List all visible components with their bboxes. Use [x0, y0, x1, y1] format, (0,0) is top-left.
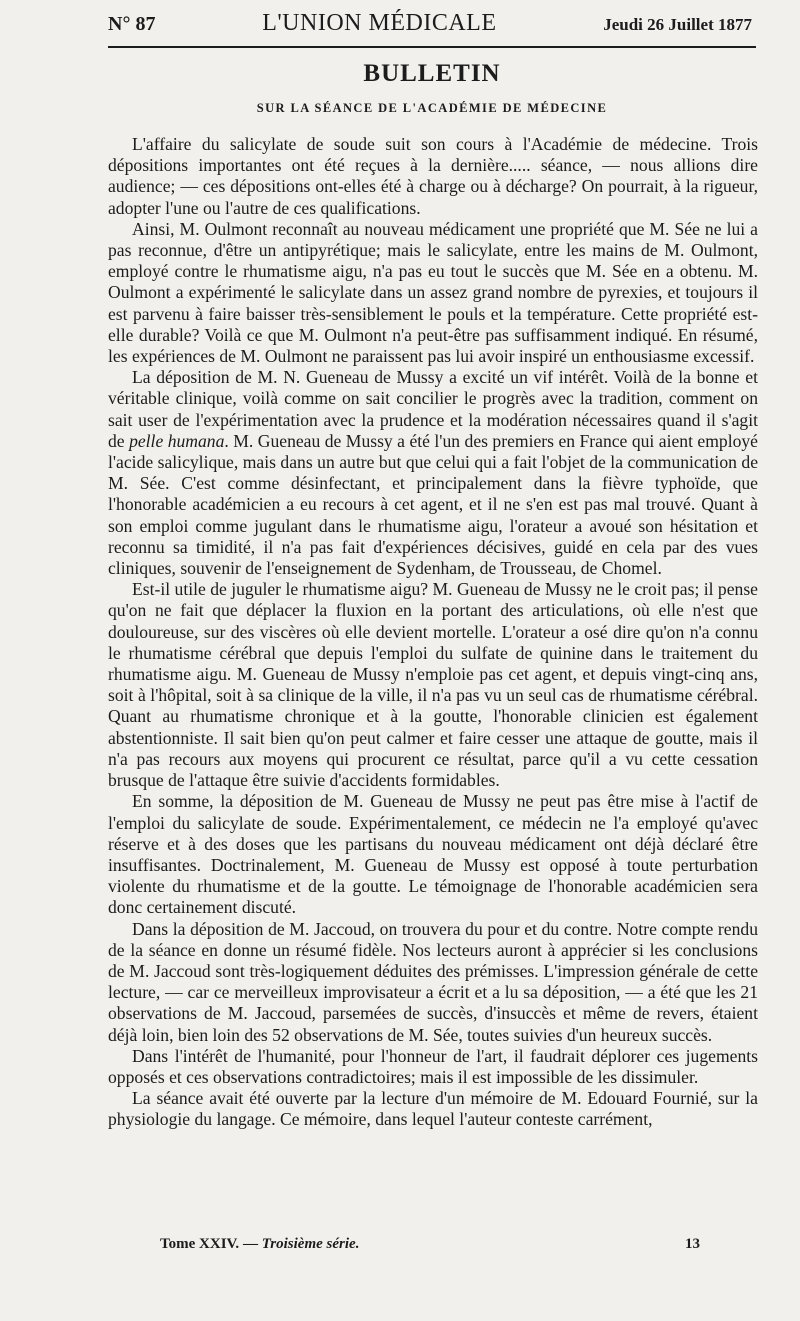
- paragraph: L'affaire du salicylate de soude suit son cours à l'Académie de médecine. Trois dépositions importantes ont été reçues à la dernière..... séance, — nous allions dire audience; — ces dépositions ont-elles été à charge ou à décharge? On pourrait, à la rigueur, adopter l'une ou l'autre de ces qualifications.: [108, 134, 758, 218]
- footer-dash: —: [242, 1236, 258, 1252]
- paragraph: La déposition de M. N. Gueneau de Mussy a excité un vif intérêt. Voilà de la bonne et véritable clinique, voilà comme on sait concilier le progrès avec la tradition, comment on sait user de l'expérimentation avec la prudence et la modération nécessaires quand il s'agit de pelle humana. M. Gueneau de Mussy a été l'un des premiers en France qui aient employé l'acide salicylique, mais dans un autre but que celui qui a fait l'objet de la communication de M. Sée. C'est comme désinfectant, et principalement dans la fièvre typhoïde, que l'honorable académicien a eu recours à cet agent, et il ne s'en est pas mal trouvé. Quant à son emploi comme jugulant dans le rhumatisme aigu, l'orateur a avoué son hésitation et reconnu sa timidité, il n'a pas fait d'expériences décisives, guidé en cela par des vues cliniques, souvenir de l'enseignement de Sydenham, de Trousseau, de Chomel.: [108, 367, 758, 579]
- section-subtitle: SUR LA SÉANCE DE L'ACADÉMIE DE MÉDECINE: [256, 101, 608, 115]
- paragraph: Ainsi, M. Oulmont reconnaît au nouveau médicament une propriété que M. Sée ne lui a pas reconnue, d'être un antipyrétique; mais le salicylate, entre les mains de M. Oulmont, employé contre le rhumatisme aigu, n'a pas eu tout le succès que M. Sée en a obtenu. M. Oulmont a expérimenté le salicylate dans un assez grand nombre de pyrexies, et toujours il est parvenu à faire baisser très-sensiblement le pouls et la température. Cette propriété est-elle durable? Voilà ce que M. Oulmont n'a peut-être pas suffisamment indiqué. En résumé, les expériences de M. Oulmont ne paraissent pas lui avoir inspiré un enthousiasme excessif.: [108, 218, 758, 367]
- paragraph: Est-il utile de juguler le rhumatisme aigu? M. Gueneau de Mussy ne le croit pas; il pense qu'on ne fait que déplacer la fluxion en la portant des articulations, où elle n'est que douloureuse, sur des viscères où elle devient mortelle. L'orateur a osé dire qu'on n'a connu le rhumatisme cérébral que depuis l'emploi du sulfate de quinine dans le traitement du rhumatisme aigu. M. Gueneau de Mussy n'emploie pas cet agent, et depuis vingt-cinq ans, soit à l'hôpital, soit à sa clinique de la ville, il n'a pas vu un seul cas de rhumatisme cérébral. Quant au rhumatisme chronique et à la goutte, l'honorable clinicien est également abstentionniste. Il sait bien qu'on peut calmer et faire cesser une attaque de goutte, mais il n'a pas recours aux moyens qui procurent ce résultat, parce qu'il a vu cette cessation brusque de l'attaque être suivie d'accidents formidables.: [108, 579, 758, 791]
- header-rule: [108, 46, 756, 48]
- paragraph: Dans la déposition de M. Jaccoud, on trouvera du pour et du contre. Notre compte rendu de la séance en donne un résumé fidèle. Nos lecteurs auront à apprécier si les conclusions de M. Jaccoud sont très-logiquement déduites des prémisses. L'impression générale de cette lecture, — car ce merveilleux improvisateur a écrit et a lu sa déposition, — a été que les 21 observations de M. Jaccoud, parsemées de succès, d'insuccès et même de revers, étaient déjà loin, bien loin des 52 observations de M. Sée, toutes suivies d'un heureux succès.: [108, 918, 758, 1045]
- article-body: [108, 134, 758, 1131]
- issue-date: Jeudi 26 Juillet 1877: [603, 15, 752, 34]
- paragraph: Dans l'intérêt de l'humanité, pour l'honneur de l'art, il faudrait déplorer ces jugements opposés et ces observations contradictoires; mais il est impossible de les dissimuler.: [108, 1045, 758, 1087]
- volume-label: Tome XXIV.: [160, 1236, 240, 1252]
- series-label: Troisième série.: [261, 1236, 360, 1252]
- running-header: [108, 10, 752, 37]
- issue-number: N° 87: [108, 13, 156, 35]
- footer-left: [160, 1236, 359, 1253]
- page-footer: [160, 1236, 700, 1253]
- latin-phrase: pelle humana: [129, 430, 225, 451]
- section-title: BULLETIN: [363, 60, 501, 87]
- journal-title: L'UNION MÉDICALE: [262, 10, 497, 36]
- paragraph: En somme, la déposition de M. Gueneau de Mussy ne peut pas être mise à l'actif de l'emploi du salicylate de soude. Expérimentalement, ce médecin ne l'a employé qu'avec réserve et à des doses que les partisans du nouveau médicament ont déjà déclaré être insuffisantes. Doctrinalement, M. Gueneau de Mussy est opposé à toute perturbation violente du rhumatisme et de la goutte. Le témoignage de l'honorable académicien sera donc certainement discuté.: [108, 791, 758, 918]
- paragraph: La séance avait été ouverte par la lecture d'un mémoire de M. Edouard Fournié, sur la physiologie du langage. Ce mémoire, dans lequel l'auteur conteste carrément,: [108, 1088, 758, 1130]
- page-number: 13: [685, 1236, 700, 1252]
